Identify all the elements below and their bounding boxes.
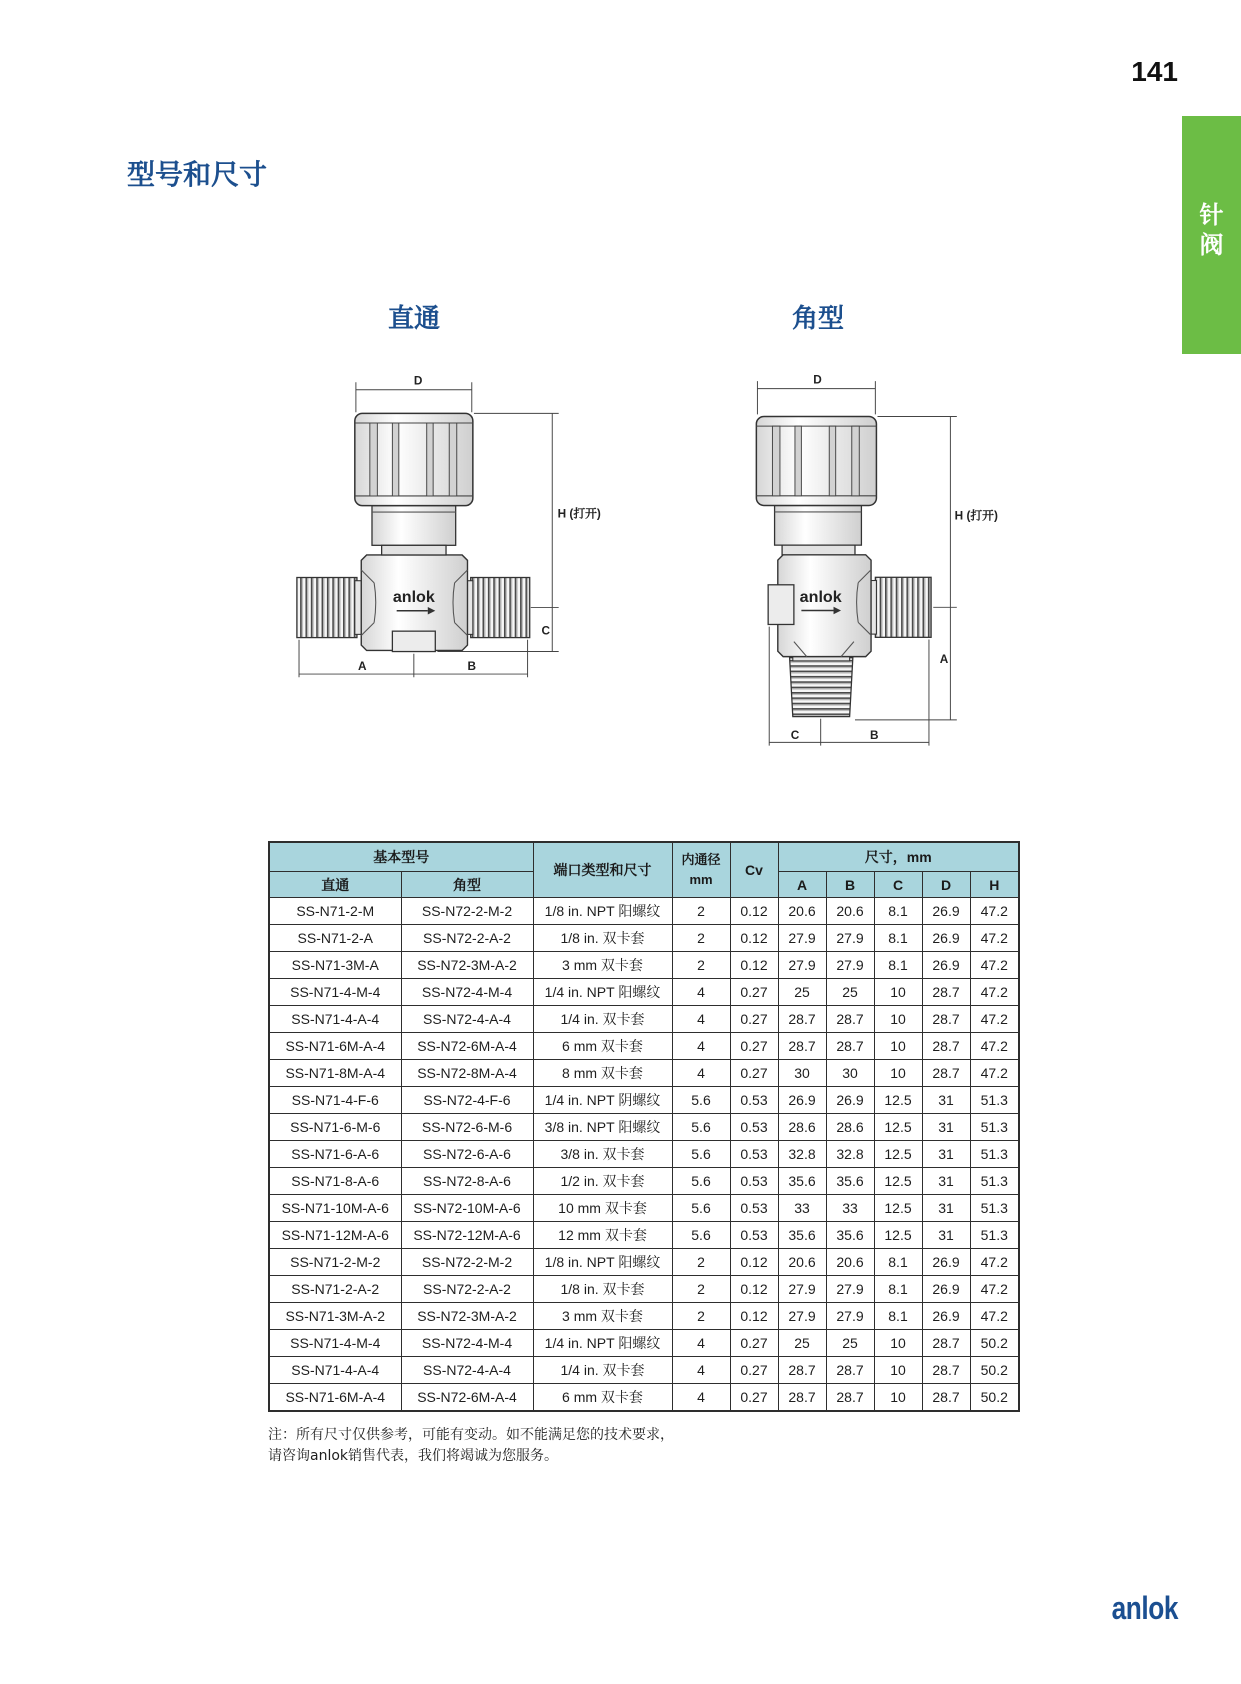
cell-b: 30 <box>826 1060 874 1087</box>
handle-knob <box>355 413 473 505</box>
cell-b: 27.9 <box>826 925 874 952</box>
cell-d: 26.9 <box>922 1276 970 1303</box>
cell-h: 51.3 <box>970 1195 1019 1222</box>
dim-label-h: H (打开) <box>557 506 601 521</box>
cell-a: 27.9 <box>778 1276 826 1303</box>
cell-d: 26.9 <box>922 952 970 979</box>
cell-port: 10 mm 双卡套 <box>533 1195 672 1222</box>
cell-cv: 0.12 <box>730 1303 778 1330</box>
cell-b: 28.7 <box>826 1006 874 1033</box>
header-basic-model: 基本型号 <box>269 842 533 872</box>
cell-d: 31 <box>922 1114 970 1141</box>
angle-valve-diagram <box>751 365 1019 751</box>
cell-bore-mm: 5.6 <box>672 1195 730 1222</box>
cell-bore-mm: 4 <box>672 1330 730 1357</box>
cell-angle: SS-N72-10M-A-6 <box>401 1195 533 1222</box>
cell-a: 27.9 <box>778 952 826 979</box>
table-row <box>269 1303 1019 1330</box>
cell-h: 47.2 <box>970 1303 1019 1330</box>
footnote-line-1: 注：所有尺寸仅供参考，可能有变动。如不能满足您的技术要求， <box>268 1427 674 1443</box>
cell-b: 20.6 <box>826 898 874 925</box>
cell-a: 35.6 <box>778 1168 826 1195</box>
straight-heading: 直通 <box>387 304 441 334</box>
cell-port: 1/4 in. NPT 阳螺纹 <box>533 979 672 1006</box>
dim-label-b: B <box>870 729 879 743</box>
cell-port: 1/4 in. 双卡套 <box>533 1357 672 1384</box>
cell-straight: SS-N71-8M-A-4 <box>269 1060 401 1087</box>
cell-angle: SS-N72-2-A-2 <box>401 925 533 952</box>
table-row <box>269 1222 1019 1249</box>
cell-d: 31 <box>922 1168 970 1195</box>
cell-angle: SS-N72-2-A-2 <box>401 1276 533 1303</box>
bonnet-nut <box>382 545 446 555</box>
right-port <box>471 578 530 638</box>
cell-bore-mm: 2 <box>672 925 730 952</box>
straight-valve-diagram <box>284 365 622 687</box>
dim-label-d: D <box>813 373 822 387</box>
cell-angle: SS-N72-12M-A-6 <box>401 1222 533 1249</box>
cell-a: 28.6 <box>778 1114 826 1141</box>
cell-a: 20.6 <box>778 1249 826 1276</box>
cell-a: 28.7 <box>778 1357 826 1384</box>
cell-a: 30 <box>778 1060 826 1087</box>
cell-h: 47.2 <box>970 1033 1019 1060</box>
header-cv: Cv <box>730 842 778 898</box>
cell-b: 33 <box>826 1195 874 1222</box>
cell-straight: SS-N71-6-M-6 <box>269 1114 401 1141</box>
cell-h: 47.2 <box>970 925 1019 952</box>
section-tab <box>1182 116 1241 354</box>
cell-port: 1/4 in. 双卡套 <box>533 1006 672 1033</box>
cell-cv: 0.12 <box>730 1249 778 1276</box>
cell-h: 47.2 <box>970 898 1019 925</box>
cell-angle: SS-N72-3M-A-2 <box>401 1303 533 1330</box>
cell-c: 10 <box>874 979 922 1006</box>
cell-angle: SS-N72-3M-A-2 <box>401 952 533 979</box>
cell-cv: 0.53 <box>730 1087 778 1114</box>
cell-c: 10 <box>874 1006 922 1033</box>
cell-cv: 0.12 <box>730 1276 778 1303</box>
cell-straight: SS-N71-3M-A-2 <box>269 1303 401 1330</box>
header-dim-d: D <box>922 872 970 898</box>
bottom-plug <box>392 631 435 651</box>
cell-straight: SS-N71-4-A-4 <box>269 1006 401 1033</box>
cell-angle: SS-N72-4-A-4 <box>401 1357 533 1384</box>
cell-straight: SS-N71-2-A <box>269 925 401 952</box>
cell-a: 25 <box>778 979 826 1006</box>
cell-cv: 0.53 <box>730 1168 778 1195</box>
cell-straight: SS-N71-2-M <box>269 898 401 925</box>
cell-h: 50.2 <box>970 1357 1019 1384</box>
handle-knob <box>756 416 876 505</box>
cell-c: 8.1 <box>874 925 922 952</box>
section-tab-char-1: 针 <box>1199 201 1224 229</box>
cell-c: 8.1 <box>874 1303 922 1330</box>
cell-port: 1/4 in. NPT 阴螺纹 <box>533 1087 672 1114</box>
cell-d: 26.9 <box>922 898 970 925</box>
cell-h: 51.3 <box>970 1168 1019 1195</box>
dim-label-b: B <box>467 658 477 673</box>
bonnet <box>372 506 456 555</box>
table-row <box>269 1006 1019 1033</box>
table-row <box>269 925 1019 952</box>
table-row <box>269 1195 1019 1222</box>
dim-label-a: A <box>358 658 367 673</box>
cell-b: 27.9 <box>826 952 874 979</box>
cell-cv: 0.53 <box>730 1141 778 1168</box>
cell-port: 1/2 in. 双卡套 <box>533 1168 672 1195</box>
cell-straight: SS-N71-3M-A <box>269 952 401 979</box>
cell-a: 20.6 <box>778 898 826 925</box>
cell-d: 26.9 <box>922 1249 970 1276</box>
body-brand-label: anlok <box>392 588 435 607</box>
page-title: 型号和尺寸 <box>127 158 268 191</box>
cell-angle: SS-N72-2-M-2 <box>401 1249 533 1276</box>
cell-d: 28.7 <box>922 1330 970 1357</box>
cell-angle: SS-N72-4-A-4 <box>401 1006 533 1033</box>
cell-b: 20.6 <box>826 1249 874 1276</box>
dim-label-h: H (打开) <box>954 509 998 523</box>
dim-label-a: A <box>939 653 949 667</box>
cell-d: 31 <box>922 1087 970 1114</box>
cell-d: 28.7 <box>922 1006 970 1033</box>
cell-c: 12.5 <box>874 1168 922 1195</box>
cell-a: 28.7 <box>778 1384 826 1412</box>
cell-angle: SS-N72-6-M-6 <box>401 1114 533 1141</box>
cell-port: 1/8 in. 双卡套 <box>533 925 672 952</box>
table-row <box>269 1114 1019 1141</box>
cell-c: 12.5 <box>874 1195 922 1222</box>
cell-straight: SS-N71-10M-A-6 <box>269 1195 401 1222</box>
cell-angle: SS-N72-4-F-6 <box>401 1087 533 1114</box>
cell-bore-mm: 4 <box>672 979 730 1006</box>
header-port: 端口类型和尺寸 <box>533 842 672 898</box>
footnote <box>268 1425 674 1467</box>
cell-straight: SS-N71-4-A-4 <box>269 1357 401 1384</box>
cell-bore-mm: 2 <box>672 1303 730 1330</box>
cell-a: 32.8 <box>778 1141 826 1168</box>
cell-h: 47.2 <box>970 952 1019 979</box>
cell-bore-mm: 5.6 <box>672 1087 730 1114</box>
cell-h: 47.2 <box>970 1060 1019 1087</box>
cell-h: 47.2 <box>970 1249 1019 1276</box>
header-dim-a: A <box>778 872 826 898</box>
cell-h: 51.3 <box>970 1141 1019 1168</box>
cell-port: 1/8 in. 双卡套 <box>533 1276 672 1303</box>
cell-b: 35.6 <box>826 1168 874 1195</box>
cell-c: 8.1 <box>874 1249 922 1276</box>
cell-bore-mm: 5.6 <box>672 1222 730 1249</box>
table-row <box>269 952 1019 979</box>
cell-h: 47.2 <box>970 979 1019 1006</box>
cell-port: 12 mm 双卡套 <box>533 1222 672 1249</box>
cell-cv: 0.27 <box>730 1033 778 1060</box>
table-row <box>269 1249 1019 1276</box>
cell-cv: 0.27 <box>730 1060 778 1087</box>
cell-bore-mm: 5.6 <box>672 1141 730 1168</box>
page-number: 141 <box>1131 56 1178 87</box>
cell-cv: 0.27 <box>730 1330 778 1357</box>
cell-c: 10 <box>874 1330 922 1357</box>
cell-bore-mm: 4 <box>672 1006 730 1033</box>
angle-heading: 角型 <box>791 304 845 334</box>
table-row <box>269 1087 1019 1114</box>
cell-d: 31 <box>922 1141 970 1168</box>
cell-b: 28.7 <box>826 1033 874 1060</box>
cell-c: 12.5 <box>874 1141 922 1168</box>
cell-cv: 0.53 <box>730 1195 778 1222</box>
cell-d: 28.7 <box>922 1357 970 1384</box>
cell-straight: SS-N71-6M-A-4 <box>269 1384 401 1412</box>
cell-cv: 0.12 <box>730 898 778 925</box>
section-tab-char-2: 阀 <box>1199 231 1224 259</box>
cell-angle: SS-N72-2-M-2 <box>401 898 533 925</box>
cell-b: 25 <box>826 1330 874 1357</box>
cell-b: 32.8 <box>826 1141 874 1168</box>
header-bore-unit: mm <box>689 872 713 887</box>
table-row <box>269 1357 1019 1384</box>
cell-b: 28.7 <box>826 1357 874 1384</box>
header-bore <box>672 842 730 898</box>
cell-c: 10 <box>874 1384 922 1412</box>
cell-d: 28.7 <box>922 979 970 1006</box>
cell-cv: 0.27 <box>730 1384 778 1412</box>
cell-angle: SS-N72-4-M-4 <box>401 979 533 1006</box>
cell-cv: 0.27 <box>730 1006 778 1033</box>
table-row <box>269 898 1019 925</box>
cell-cv: 0.27 <box>730 1357 778 1384</box>
header-dimensions: 尺寸，mm <box>778 842 1019 872</box>
cell-straight: SS-N71-8-A-6 <box>269 1168 401 1195</box>
cell-c: 12.5 <box>874 1114 922 1141</box>
dim-label-c: C <box>790 729 800 743</box>
cell-c: 12.5 <box>874 1222 922 1249</box>
cell-bore-mm: 5.6 <box>672 1168 730 1195</box>
cell-c: 8.1 <box>874 898 922 925</box>
cell-c: 10 <box>874 1060 922 1087</box>
cell-straight: SS-N71-2-A-2 <box>269 1276 401 1303</box>
table-row <box>269 1141 1019 1168</box>
cell-b: 26.9 <box>826 1087 874 1114</box>
cell-d: 26.9 <box>922 1303 970 1330</box>
cell-b: 35.6 <box>826 1222 874 1249</box>
cell-a: 27.9 <box>778 925 826 952</box>
cell-port: 1/8 in. NPT 阳螺纹 <box>533 1249 672 1276</box>
bottom-port <box>790 658 853 717</box>
cell-h: 51.3 <box>970 1087 1019 1114</box>
dim-label-d: D <box>413 373 423 388</box>
cell-a: 28.7 <box>778 1033 826 1060</box>
cell-straight: SS-N71-4-M-4 <box>269 1330 401 1357</box>
cell-b: 28.7 <box>826 1384 874 1412</box>
footnote-line-2: 请咨询anlok销售代表，我们将竭诚为您服务。 <box>268 1448 559 1464</box>
cell-angle: SS-N72-8M-A-4 <box>401 1060 533 1087</box>
dim-label-c: C <box>541 623 551 638</box>
cell-a: 25 <box>778 1330 826 1357</box>
cell-a: 28.7 <box>778 1006 826 1033</box>
header-dim-c: C <box>874 872 922 898</box>
bonnet <box>775 505 862 554</box>
table-row <box>269 1033 1019 1060</box>
body-brand-label: anlok <box>799 587 842 606</box>
right-port <box>875 577 931 637</box>
cell-a: 27.9 <box>778 1303 826 1330</box>
cell-d: 28.7 <box>922 1033 970 1060</box>
cell-port: 3 mm 双卡套 <box>533 952 672 979</box>
table-row <box>269 1276 1019 1303</box>
left-port <box>297 578 357 638</box>
cell-angle: SS-N72-4-M-4 <box>401 1330 533 1357</box>
cell-b: 27.9 <box>826 1303 874 1330</box>
table-header <box>269 842 1019 898</box>
cell-d: 28.7 <box>922 1384 970 1412</box>
cell-angle: SS-N72-6-A-6 <box>401 1141 533 1168</box>
bonnet-nut <box>782 545 855 555</box>
cell-straight: SS-N71-4-F-6 <box>269 1087 401 1114</box>
header-dim-h: H <box>970 872 1019 898</box>
cell-port: 1/8 in. NPT 阳螺纹 <box>533 898 672 925</box>
cell-cv: 0.27 <box>730 979 778 1006</box>
cell-straight: SS-N71-12M-A-6 <box>269 1222 401 1249</box>
cell-port: 3 mm 双卡套 <box>533 1303 672 1330</box>
cell-h: 47.2 <box>970 1276 1019 1303</box>
cell-cv: 0.53 <box>730 1114 778 1141</box>
cell-bore-mm: 4 <box>672 1060 730 1087</box>
cell-port: 6 mm 双卡套 <box>533 1384 672 1412</box>
cell-h: 50.2 <box>970 1384 1019 1412</box>
cell-c: 10 <box>874 1357 922 1384</box>
cell-straight: SS-N71-2-M-2 <box>269 1249 401 1276</box>
cell-angle: SS-N72-6M-A-4 <box>401 1033 533 1060</box>
cell-a: 35.6 <box>778 1222 826 1249</box>
cell-angle: SS-N72-8-A-6 <box>401 1168 533 1195</box>
cell-b: 28.6 <box>826 1114 874 1141</box>
cell-a: 26.9 <box>778 1087 826 1114</box>
header-bore-label: 内通径 <box>681 852 721 867</box>
table-row <box>269 1384 1019 1412</box>
cell-bore-mm: 4 <box>672 1033 730 1060</box>
cell-c: 8.1 <box>874 1276 922 1303</box>
cell-bore-mm: 2 <box>672 952 730 979</box>
cell-d: 31 <box>922 1195 970 1222</box>
header-dim-b: B <box>826 872 874 898</box>
cell-port: 6 mm 双卡套 <box>533 1033 672 1060</box>
cell-straight: SS-N71-6M-A-4 <box>269 1033 401 1060</box>
model-dimension-table <box>268 841 1020 1412</box>
cell-bore-mm: 2 <box>672 1276 730 1303</box>
side-boss <box>768 585 794 625</box>
cell-c: 10 <box>874 1033 922 1060</box>
table-row <box>269 1330 1019 1357</box>
cell-bore-mm: 2 <box>672 1249 730 1276</box>
cell-cv: 0.12 <box>730 952 778 979</box>
header-straight: 直通 <box>269 872 401 898</box>
cell-bore-mm: 2 <box>672 898 730 925</box>
table-row <box>269 979 1019 1006</box>
cell-h: 51.3 <box>970 1222 1019 1249</box>
table-row <box>269 1060 1019 1087</box>
cell-bore-mm: 4 <box>672 1357 730 1384</box>
cell-d: 26.9 <box>922 925 970 952</box>
header-row-1 <box>269 842 1019 872</box>
table-row <box>269 1168 1019 1195</box>
cell-a: 33 <box>778 1195 826 1222</box>
cell-bore-mm: 4 <box>672 1384 730 1412</box>
cell-cv: 0.12 <box>730 925 778 952</box>
brand-logo: anlok <box>1111 1590 1178 1626</box>
cell-bore-mm: 5.6 <box>672 1114 730 1141</box>
cell-port: 3/8 in. 双卡套 <box>533 1141 672 1168</box>
cell-c: 8.1 <box>874 952 922 979</box>
cell-b: 27.9 <box>826 1276 874 1303</box>
cell-h: 51.3 <box>970 1114 1019 1141</box>
cell-c: 12.5 <box>874 1087 922 1114</box>
cell-d: 31 <box>922 1222 970 1249</box>
cell-cv: 0.53 <box>730 1222 778 1249</box>
cell-port: 1/4 in. NPT 阳螺纹 <box>533 1330 672 1357</box>
cell-angle: SS-N72-6M-A-4 <box>401 1384 533 1412</box>
cell-straight: SS-N71-6-A-6 <box>269 1141 401 1168</box>
header-angle: 角型 <box>401 872 533 898</box>
cell-port: 3/8 in. NPT 阳螺纹 <box>533 1114 672 1141</box>
cell-h: 50.2 <box>970 1330 1019 1357</box>
cell-d: 28.7 <box>922 1060 970 1087</box>
cell-h: 47.2 <box>970 1006 1019 1033</box>
spec-table-body <box>269 898 1019 1412</box>
cell-straight: SS-N71-4-M-4 <box>269 979 401 1006</box>
cell-port: 8 mm 双卡套 <box>533 1060 672 1087</box>
cell-b: 25 <box>826 979 874 1006</box>
